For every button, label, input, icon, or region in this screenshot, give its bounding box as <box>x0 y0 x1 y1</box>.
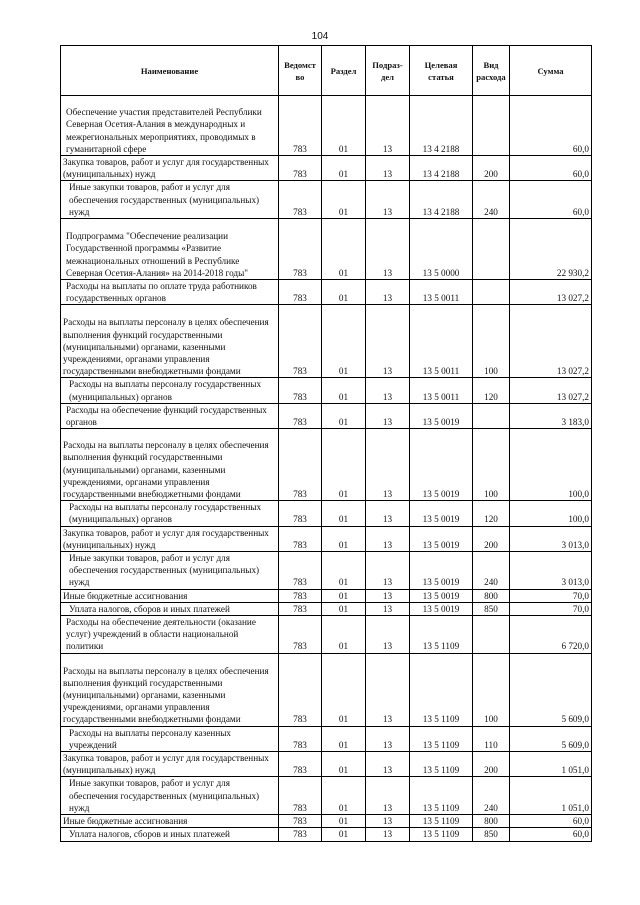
cell-subsection: 13 <box>366 653 410 726</box>
cell-name: Закупка товаров, работ и услуг для государственных (муниципальных) нужд <box>61 526 279 551</box>
cell-name: Расходы на выплаты персоналу в целях обеспечения выполнения функций государственными (муниципальными) органами, казенными учреждениями, органами управления государственными внебюджетными фондами <box>61 653 279 726</box>
cell-dept: 783 <box>279 726 322 751</box>
cell-subsection: 13 <box>366 378 410 403</box>
cell-name: Закупка товаров, работ и услуг для государственных (муниципальных) нужд <box>61 156 279 181</box>
cell-target: 13 5 0011 <box>410 305 473 378</box>
table-row <box>61 181 592 219</box>
cell-section: 01 <box>322 552 366 590</box>
table-row <box>61 616 592 654</box>
cell-sum: 6 720,0 <box>510 616 592 654</box>
cell-subsection: 13 <box>366 305 410 378</box>
cell-section: 01 <box>322 752 366 777</box>
cell-section: 01 <box>322 219 366 280</box>
cell-target: 13 5 0019 <box>410 429 473 501</box>
cell-sum: 1 051,0 <box>510 777 592 815</box>
cell-name: Закупка товаров, работ и услуг для государственных (муниципальных) нужд <box>61 752 279 777</box>
cell-name: Уплата налогов, сборов и иных платежей <box>61 602 279 615</box>
cell-sum: 3 013,0 <box>510 552 592 590</box>
cell-name: Иные закупки товаров, работ и услуг для обеспечения государственных (муниципальных) нужд <box>61 777 279 815</box>
cell-section: 01 <box>322 403 366 428</box>
table-row <box>61 552 592 590</box>
cell-dept: 783 <box>279 429 322 501</box>
cell-sum: 100,0 <box>510 501 592 526</box>
cell-sum: 3 183,0 <box>510 403 592 428</box>
header-subsection: Подраз- дел <box>366 46 410 96</box>
cell-subsection: 13 <box>366 403 410 428</box>
cell-name: Уплата налогов, сборов и иных платежей <box>61 828 279 841</box>
cell-subsection: 13 <box>366 501 410 526</box>
table-body <box>61 96 592 842</box>
cell-subsection: 13 <box>366 616 410 654</box>
cell-subsection: 13 <box>366 280 410 305</box>
cell-name: Расходы на обеспечение функций государственных органов <box>61 403 279 428</box>
cell-sum: 1 051,0 <box>510 752 592 777</box>
cell-dept: 783 <box>279 501 322 526</box>
cell-sum: 60,0 <box>510 96 592 156</box>
cell-target: 13 5 0011 <box>410 378 473 403</box>
cell-dept: 783 <box>279 752 322 777</box>
cell-expense-type: 850 <box>473 828 510 841</box>
table-row <box>61 828 592 841</box>
table-row <box>61 602 592 615</box>
table-row <box>61 403 592 428</box>
cell-subsection: 13 <box>366 726 410 751</box>
cell-target: 13 5 0019 <box>410 403 473 428</box>
cell-expense-type: 200 <box>473 752 510 777</box>
header-dept: Ведомст во <box>279 46 322 96</box>
cell-dept: 783 <box>279 815 322 828</box>
cell-section: 01 <box>322 501 366 526</box>
cell-dept: 783 <box>279 653 322 726</box>
cell-dept: 783 <box>279 589 322 602</box>
cell-expense-type: 800 <box>473 815 510 828</box>
cell-section: 01 <box>322 181 366 219</box>
cell-expense-type <box>473 280 510 305</box>
cell-section: 01 <box>322 280 366 305</box>
cell-section: 01 <box>322 589 366 602</box>
table-row <box>61 777 592 815</box>
cell-subsection: 13 <box>366 777 410 815</box>
header-section: Раздел <box>322 46 366 96</box>
cell-target: 13 4 2188 <box>410 96 473 156</box>
table-row <box>61 156 592 181</box>
cell-dept: 783 <box>279 156 322 181</box>
table-row <box>61 280 592 305</box>
cell-section: 01 <box>322 526 366 551</box>
cell-subsection: 13 <box>366 156 410 181</box>
cell-expense-type: 850 <box>473 602 510 615</box>
cell-section: 01 <box>322 828 366 841</box>
cell-target: 13 5 1109 <box>410 752 473 777</box>
cell-dept: 783 <box>279 96 322 156</box>
header-target: Целевая статья <box>410 46 473 96</box>
cell-sum: 60,0 <box>510 181 592 219</box>
cell-section: 01 <box>322 815 366 828</box>
cell-expense-type: 100 <box>473 305 510 378</box>
cell-sum: 100,0 <box>510 429 592 501</box>
cell-section: 01 <box>322 602 366 615</box>
cell-name: Иные закупки товаров, работ и услуг для обеспечения государственных (муниципальных) нужд <box>61 552 279 590</box>
cell-dept: 783 <box>279 777 322 815</box>
table-row <box>61 501 592 526</box>
cell-sum: 70,0 <box>510 589 592 602</box>
cell-target: 13 5 0019 <box>410 501 473 526</box>
cell-subsection: 13 <box>366 219 410 280</box>
cell-name: Иные бюджетные ассигнования <box>61 815 279 828</box>
cell-dept: 783 <box>279 828 322 841</box>
cell-target: 13 5 0019 <box>410 526 473 551</box>
cell-target: 13 5 1109 <box>410 815 473 828</box>
cell-section: 01 <box>322 156 366 181</box>
cell-expense-type: 240 <box>473 181 510 219</box>
cell-target: 13 4 2188 <box>410 181 473 219</box>
cell-section: 01 <box>322 429 366 501</box>
cell-subsection: 13 <box>366 602 410 615</box>
cell-name: Расходы на выплаты персоналу в целях обеспечения выполнения функций государственными (муниципальными) органами, казенными учреждениями, органами управления государственными внебюджетными фондами <box>61 429 279 501</box>
budget-table <box>60 45 592 842</box>
cell-dept: 783 <box>279 280 322 305</box>
cell-dept: 783 <box>279 378 322 403</box>
cell-target: 13 5 0000 <box>410 219 473 280</box>
cell-subsection: 13 <box>366 96 410 156</box>
cell-target: 13 5 1109 <box>410 653 473 726</box>
cell-expense-type <box>473 403 510 428</box>
cell-sum: 13 027,2 <box>510 378 592 403</box>
cell-expense-type: 100 <box>473 429 510 501</box>
cell-target: 13 5 0019 <box>410 602 473 615</box>
cell-target: 13 5 1109 <box>410 726 473 751</box>
cell-sum: 13 027,2 <box>510 280 592 305</box>
cell-section: 01 <box>322 653 366 726</box>
cell-dept: 783 <box>279 552 322 590</box>
table-row <box>61 219 592 280</box>
cell-target: 13 5 0011 <box>410 280 473 305</box>
cell-target: 13 5 0019 <box>410 589 473 602</box>
cell-target: 13 5 0019 <box>410 552 473 590</box>
cell-subsection: 13 <box>366 181 410 219</box>
cell-dept: 783 <box>279 602 322 615</box>
cell-sum: 5 609,0 <box>510 726 592 751</box>
cell-name: Расходы на выплаты персоналу в целях обеспечения выполнения функций государственными (муниципальными) органами, казенными учреждениями, органами управления государственными внебюджетными фондами <box>61 305 279 378</box>
cell-expense-type: 800 <box>473 589 510 602</box>
cell-sum: 60,0 <box>510 828 592 841</box>
table-row <box>61 526 592 551</box>
cell-expense-type: 240 <box>473 552 510 590</box>
cell-name: Расходы на выплаты по оплате труда работников государственных органов <box>61 280 279 305</box>
cell-dept: 783 <box>279 526 322 551</box>
cell-target: 13 5 1109 <box>410 828 473 841</box>
page-number: 104 <box>311 31 329 42</box>
cell-section: 01 <box>322 777 366 815</box>
cell-expense-type: 200 <box>473 156 510 181</box>
cell-expense-type: 120 <box>473 378 510 403</box>
cell-name: Подпрограмма "Обеспечение реализации Государственной программы «Развитие межнациональных отношений в Республике Северная Осетия-Алания» на 2014-2018 годы" <box>61 219 279 280</box>
cell-subsection: 13 <box>366 815 410 828</box>
cell-sum: 5 609,0 <box>510 653 592 726</box>
cell-target: 13 4 2188 <box>410 156 473 181</box>
cell-name: Расходы на выплаты персоналу государственных (муниципальных) органов <box>61 378 279 403</box>
cell-expense-type: 240 <box>473 777 510 815</box>
cell-expense-type: 120 <box>473 501 510 526</box>
cell-subsection: 13 <box>366 828 410 841</box>
header-sum: Сумма <box>510 46 592 96</box>
cell-sum: 70,0 <box>510 602 592 615</box>
table-row <box>61 429 592 501</box>
table-row <box>61 653 592 726</box>
cell-expense-type: 110 <box>473 726 510 751</box>
cell-name: Расходы на выплаты персоналу государственных (муниципальных) органов <box>61 501 279 526</box>
cell-dept: 783 <box>279 181 322 219</box>
cell-dept: 783 <box>279 305 322 378</box>
header-expense-type: Вид расхода <box>473 46 510 96</box>
table-header-row <box>61 46 592 96</box>
cell-name: Иные бюджетные ассигнования <box>61 589 279 602</box>
cell-subsection: 13 <box>366 552 410 590</box>
cell-name: Расходы на выплаты персоналу казенных учреждений <box>61 726 279 751</box>
cell-subsection: 13 <box>366 589 410 602</box>
table-row <box>61 752 592 777</box>
cell-expense-type <box>473 616 510 654</box>
cell-sum: 60,0 <box>510 815 592 828</box>
table-row <box>61 96 592 156</box>
table-row <box>61 305 592 378</box>
cell-name: Иные закупки товаров, работ и услуг для обеспечения государственных (муниципальных) нужд <box>61 181 279 219</box>
cell-expense-type: 200 <box>473 526 510 551</box>
cell-name: Расходы на обеспечение деятельности (оказание услуг) учреждений в области национальной политики <box>61 616 279 654</box>
cell-sum: 3 013,0 <box>510 526 592 551</box>
cell-target: 13 5 1109 <box>410 616 473 654</box>
cell-section: 01 <box>322 378 366 403</box>
table-row <box>61 815 592 828</box>
cell-subsection: 13 <box>366 429 410 501</box>
cell-section: 01 <box>322 305 366 378</box>
cell-subsection: 13 <box>366 752 410 777</box>
cell-subsection: 13 <box>366 526 410 551</box>
cell-sum: 60,0 <box>510 156 592 181</box>
table-row <box>61 726 592 751</box>
table-row <box>61 378 592 403</box>
header-name: Наименование <box>61 46 279 96</box>
cell-section: 01 <box>322 616 366 654</box>
cell-name: Обеспечение участия представителей Республики Северная Осетия-Алания в международных и межрегиональных мероприятиях, проводимых в гуманитарной сфере <box>61 96 279 156</box>
cell-sum: 22 930,2 <box>510 219 592 280</box>
table-row <box>61 589 592 602</box>
cell-section: 01 <box>322 96 366 156</box>
cell-dept: 783 <box>279 219 322 280</box>
cell-expense-type <box>473 219 510 280</box>
cell-dept: 783 <box>279 616 322 654</box>
cell-target: 13 5 1109 <box>410 777 473 815</box>
cell-sum: 13 027,2 <box>510 305 592 378</box>
cell-expense-type <box>473 96 510 156</box>
cell-dept: 783 <box>279 403 322 428</box>
cell-section: 01 <box>322 726 366 751</box>
cell-expense-type: 100 <box>473 653 510 726</box>
